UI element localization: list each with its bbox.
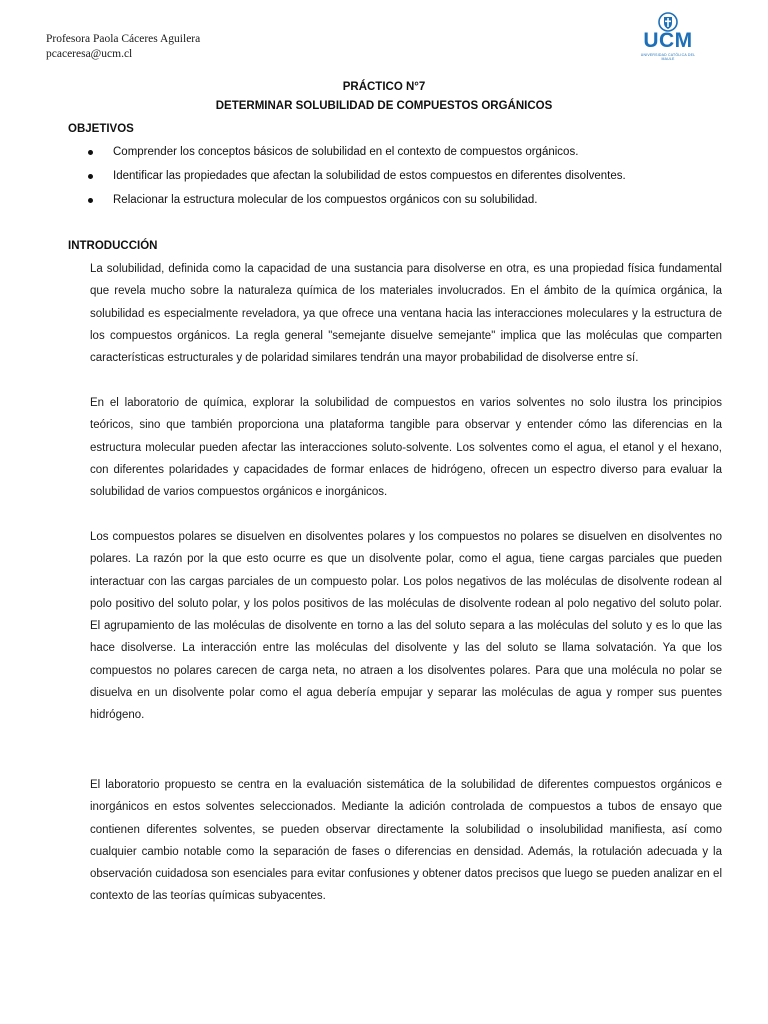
bullet-icon bbox=[88, 150, 93, 155]
page-title: PRÁCTICO N°7 bbox=[342, 81, 426, 93]
intro-paragraph-2: En el laboratorio de química, explorar la solubilidad de compuestos en varios solventes no solo ilustra los principios teóricos, sino que también proporciona una plataforma tangible para observar y entender cómo las diferencias en la estructura molecular pueden afectar las interacciones soluto-solvente. Los solventes como el agua, el etanol y el hexano, con diferentes polaridades y capacidades de formar enlaces de hidrógeno, ofrecen un espectro diverso para evaluar la solubilidad de varios compuestos orgánicos e inorgánicos. bbox=[90, 397, 722, 499]
author-block bbox=[46, 32, 200, 62]
intro-paragraph-1: La solubilidad, definida como la capacidad de una sustancia para disolverse en otra, es una propiedad física fundamental que revela mucho sobre la naturaleza química de los materiales involucrados. En el ámbito de la química orgánica, la solubilidad es especialmente reveladora, ya que ofrece una ventana hacia las interacciones moleculares y la estructura de los compuestos orgánicos. La regla general "semejante disuelve semejante" implica que las moléculas que comparten características estructurales y de polaridad similares tendrán una mayor probabilidad de disolverse entre sí. bbox=[90, 263, 722, 365]
logo-text: UCM bbox=[643, 29, 693, 52]
intro-paragraph-4: El laboratorio propuesto se centra en la evaluación sistemática de la solubilidad de diferentes compuestos orgánicos e inorgánicos en estos solventes seleccionados. Mediante la adición controlada de compuestos a tubos de ensayo que contienen diferentes solventes, se pueden observar directamente la solubilidad o insolubilidad manifiesta, así como cualquier cambio notable como la separación de fases o diferencias en densidad. Además, la rotulación adecuada y la observación cuidadosa son esenciales para evitar confusiones y obtener datos precisos que luego se pueden analizar en el contexto de las teorías químicas subyacentes. bbox=[90, 779, 722, 903]
introduction-heading: INTRODUCCIÓN bbox=[68, 240, 158, 252]
objective-text: Comprender los conceptos básicos de solubilidad en el contexto de compuestos orgánicos. bbox=[113, 146, 579, 158]
logo-subtext: UNIVERSIDAD CATÓLICA DEL MAULE bbox=[640, 53, 696, 61]
objective-text: Identificar las propiedades que afectan la solubilidad de estos compuestos en diferentes disolventes. bbox=[113, 170, 626, 182]
ucm-logo bbox=[634, 12, 704, 61]
author-email: pcaceresa@ucm.cl bbox=[46, 48, 133, 60]
bullet-icon bbox=[88, 174, 93, 179]
page-subtitle: DETERMINAR SOLUBILIDAD DE COMPUESTOS ORGÁNICOS bbox=[215, 100, 553, 112]
intro-paragraph-3: Los compuestos polares se disuelven en disolventes polares y los compuestos no polares se disuelven en disolventes no polares. La razón por la que esto ocurre es que un disolvente polar, como el agua, tiene cargas parciales que pueden interactuar con las cargas parciales de un compuesto polar. Los polos negativos de las moléculas de disolvente rodean al polo positivo del soluto polar, y los polos positivos de las moléculas de disolvente rodean al polo negativo del soluto polar. El agrupamiento de las moléculas de disolvente en torno a las del soluto separa a las moléculas del soluto y es lo que las hace disolverse. La interacción entre las moléculas del disolvente y las del soluto se llama solvatación. Ya que los compuestos no polares carecen de carga neta, no atraen a los disolventes polares. Para que una molécula no polar se disuelva en un disolvente polar como el agua debería empujar y separar las moléculas de agua y romper sus puentes hidrógeno. bbox=[90, 531, 722, 722]
bullet-icon bbox=[88, 198, 93, 203]
objective-text: Relacionar la estructura molecular de los compuestos orgánicos con su solubilidad. bbox=[113, 194, 538, 206]
author-name: Profesora Paola Cáceres Aguilera bbox=[46, 33, 201, 45]
objectives-heading: OBJETIVOS bbox=[68, 123, 134, 135]
